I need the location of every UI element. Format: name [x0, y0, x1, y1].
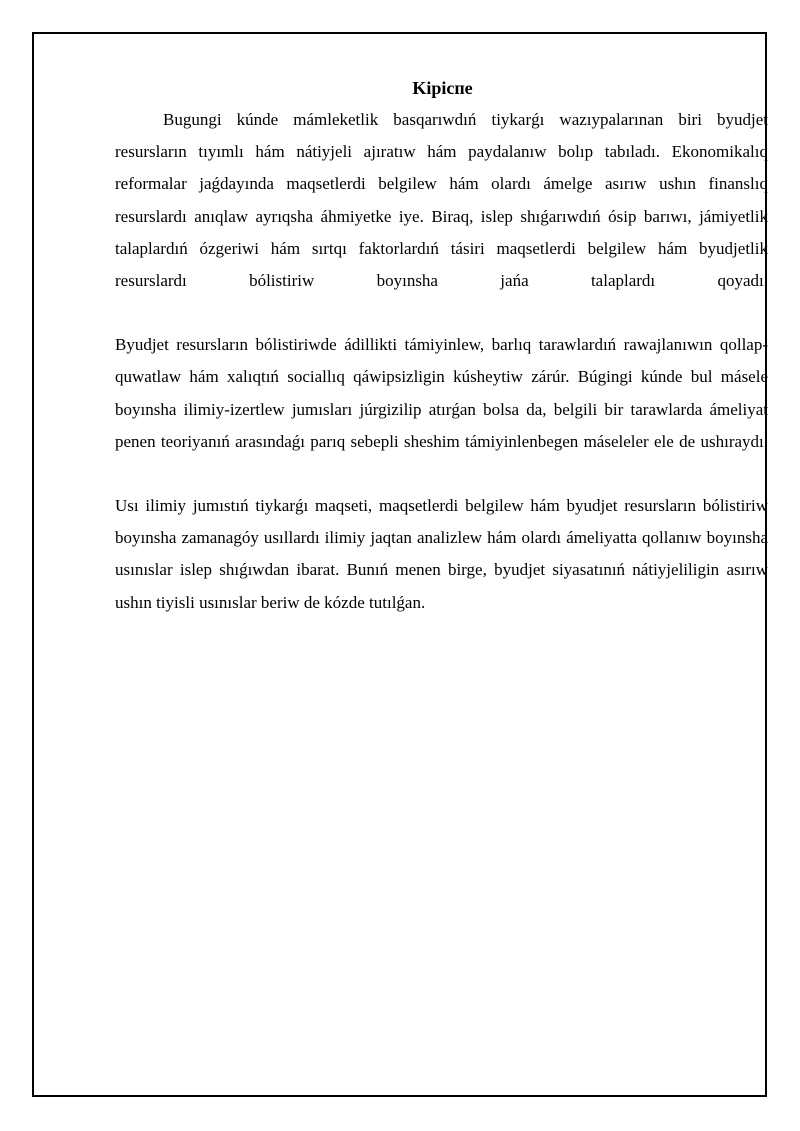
document-title: Kipicпe — [412, 78, 473, 98]
paragraph-gap — [115, 297, 770, 329]
paragraph-2: Byudjet resursların bólistiriwde ádillikti támiyinlew, barlıq tarawlardıń rawajlanıwın qollap-quwatlaw hám xalıqtıń sociallıq qáwipsizligin kúsheytiw zárúr. Búgingi kúnde bul másele boyınsha ilimiy-izertlew jumısları júrgizilip atırǵan bolsa da, belgili bir tarawlarda ámeliyat penen teoriyanıń arasındaǵı parıq sebepli sheshim támiyinlenbegen máseleler ele de ushıraydı. — [115, 335, 768, 451]
paragraph-3: Usı ilimiy jumıstıń tiykarǵı maqseti, maqsetlerdi belgilew hám byudjet resursların bólistiriw boyınsha zamanagóy usıllardı ilimiy jaqtan analizlew hám olardı ámeliyatta qollanıw boyınsha usınıslar islep shıǵıwdan ibarat. Bunıń menen birge, byudjet siyasatınıń nátiyjeliligin asırıw ushın tiyisli usınıslar beriw de kózde tutılǵan. — [115, 496, 768, 612]
paragraph-1: Bugungi kúnde mámleketlik basqarıwdıń tiykarǵı wazıypalarınan biri byudjet resursların tıyımlı hám nátiyjeli ajıratıw hám paydalanıw bolıp tabıladı. Ekonomikalıq reformalar jaǵdayında maqsetlerdi belgilew hám olardı ámelge asırıw ushın finanslıq resurslardı anıqlaw ayrıqsha áhmiyetke iye. Biraq, islep shıǵarıwdıń ósip barıwı, jámiyetlik talaplardıń ózgeriwi hám sırtqı faktorlardıń tásiri maqsetlerdi belgilew hám byudjetlik resurslardı bólistiriw boyınsha jańa talaplardı qoyadı. — [115, 110, 768, 291]
paragraph-gap — [115, 458, 770, 490]
document-body — [115, 72, 770, 619]
